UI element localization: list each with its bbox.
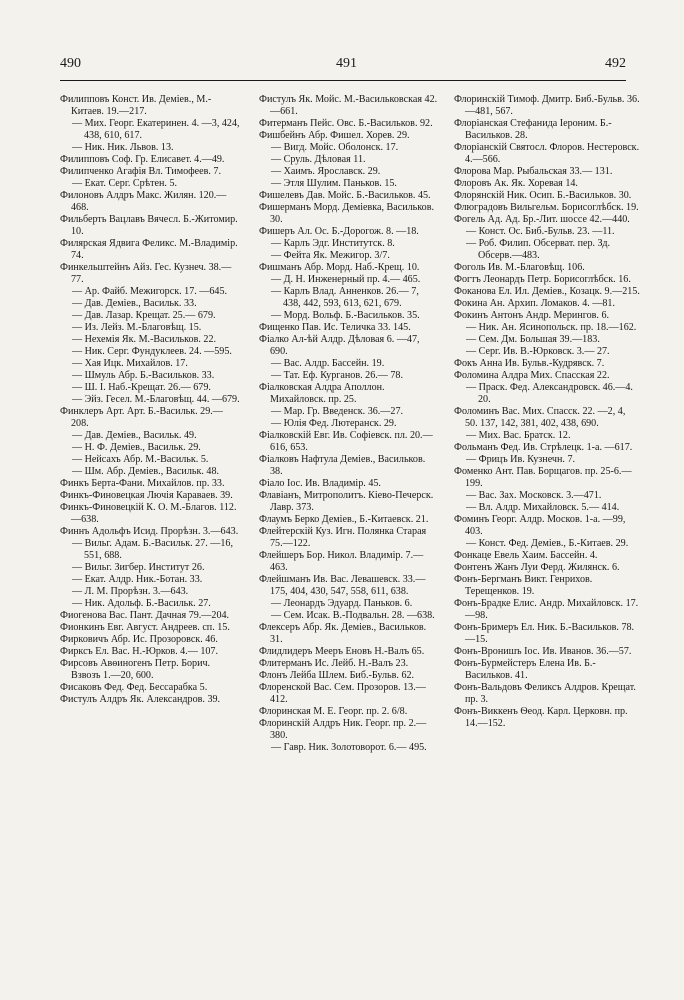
directory-entry: Фишеръ Ал. Ос. Б.-Дорогож. 8. —18. <box>259 226 419 237</box>
directory-entry: — Нехемія Як. М.-Васильков. 22. <box>72 334 217 345</box>
directory-entry: — Вас. Алдр. Бассейн. 19. <box>271 358 385 369</box>
directory-entry: — Серг. Ив. В.-Юрковск. 3.— 27. <box>466 346 610 357</box>
directory-entry: Флитерманъ Ис. Лейб. Н.-Валъ 23. <box>259 658 409 669</box>
directory-entry: Фишбейнъ Абр. Фишел. Хорев. 29. <box>259 130 410 141</box>
page-number-left: 490 <box>60 56 81 71</box>
directory-entry: Финнъ Адольфъ Исид. Прорѣзн. 3.—643. <box>60 526 239 537</box>
directory-entry: — Сем. Дм. Большая 39.—183. <box>466 334 600 345</box>
directory-entry: Фионкинъ Евг. Август. Андреев. сп. 15. <box>60 622 230 633</box>
directory-entry: — Этля Шулим. Паньков. 15. <box>271 178 397 189</box>
directory-entry: — Шм. Абр. Деміев., Васильк. 48. <box>72 466 220 477</box>
directory-entry: Фишерманъ Морд. Деміевка, Васильков. 30. <box>259 202 434 225</box>
directory-entry: — Хаимъ. Ярославск. 29. <box>271 166 381 177</box>
directory-entry: Фоломинъ Вас. Мих. Спасск. 22. —2, 4, 50. 137, 142, 381, 402, 438, 690. <box>454 406 626 429</box>
directory-entry: — Вл. Алдр. Михайловск. 5.— 414. <box>466 502 620 513</box>
directory-entry: Филипповъ Конст. Ив. Деміев., М.-Китаев. 19.—217. <box>60 94 212 117</box>
directory-entry: — Н. Ф. Деміев., Васильк. 29. <box>72 442 201 453</box>
page-number-right: 492 <box>605 56 626 71</box>
header-rule <box>60 80 626 81</box>
directory-entry: Флейшманъ Ив. Вас. Левашевск. 33.—175, 404, 430, 547, 558, 611, 638. <box>259 574 426 597</box>
directory-entry: — Вас. Зах. Московск. 3.—471. <box>466 490 602 501</box>
directory-entry: Флоринскій Алдръ Ник. Георг. пр. 2.—380. <box>259 718 427 741</box>
directory-entry: Фишелевъ Дав. Мойс. Б.-Васильков. 45. <box>259 190 431 201</box>
directory-entry: — Шмуль Абр. Б.-Васильков. 33. <box>72 370 215 381</box>
directory-entry: Финклеръ Арт. Арт. Б.-Васильк. 29.—208. <box>60 406 223 429</box>
directory-entry: Фитерманъ Пейс. Овс. Б.-Васильков. 92. <box>259 118 433 129</box>
directory-entry: — Мар. Гр. Введенск. 36.—27. <box>271 406 404 417</box>
directory-entry: Флаумъ Берко Деміев., Б.-Китаевск. 21. <box>259 514 429 525</box>
directory-entry: Филипповъ Соф. Гр. Елисавет. 4.—49. <box>60 154 225 165</box>
directory-entry: — Роб. Филип. Обсерват. пер. Зд. Обсерв.—483. <box>466 238 611 261</box>
directory-entry: — Вильг. Зигбер. Институт 26. <box>72 562 205 573</box>
directory-entry: Фіалковскій Евг. Ив. Софіевск. пл. 20.—616, 653. <box>259 430 433 453</box>
directory-entry: Флавіанъ, Митрополитъ. Кіево-Печерск. Лавр. 373. <box>259 490 434 513</box>
page-number-center: 491 <box>336 56 357 71</box>
directory-entry: Флорова Мар. Рыбальская 33.— 131. <box>454 166 613 177</box>
directory-entry: Флейшеръ Бор. Никол. Владимір. 7.—463. <box>259 550 424 573</box>
directory-entry: Фіало Іос. Ив. Владимір. 45. <box>259 478 381 489</box>
directory-entry: Флоріанская Стефанида Іероним. Б.-Васильков. 28. <box>454 118 612 141</box>
directory-entry: Фиогенова Вас. Пант. Дачная 79.—204. <box>60 610 230 621</box>
directory-entry: Финкельштейнъ Айз. Гес. Кузнеч. 38.—77. <box>60 262 232 285</box>
directory-entry: Флидлидеръ Мееръ Еновъ Н.-Валъ 65. <box>259 646 425 657</box>
directory-entry: Финкъ Берта-Фани. Михайлов. пр. 33. <box>60 478 225 489</box>
directory-entry: — Фейта Як. Межигор. 3/7. <box>271 250 390 261</box>
directory-entry: Флоренской Вас. Сем. Прозоров. 13.—412. <box>259 682 426 705</box>
directory-entry: Флоринскій Тимоф. Дмитр. Биб.-Бульв. 36.—481, 567. <box>454 94 640 117</box>
directory-entry: — Вильг. Адам. Б.-Васильк. 27. —16, 551, 688. <box>72 538 233 561</box>
directory-entry: — Морд. Вольф. Б.-Васильков. 35. <box>271 310 420 321</box>
directory-entry: — Леонардъ Эдуард. Паньков. 6. <box>271 598 413 609</box>
directory-entry: Фольманъ Фед. Ив. Стрѣлецк. 1-а. —617. <box>454 442 633 453</box>
directory-entry: Филоновъ Алдръ Макс. Жилян. 120.—468. <box>60 190 227 213</box>
directory-entry: Фищенко Пав. Ис. Теличка 33. 145. <box>259 322 411 333</box>
directory-entry: — Праск. Фед. Александровск. 46.—4. 20. <box>466 382 633 405</box>
directory-entry: — Дав. Лазар. Крещат. 25.— 679. <box>72 310 216 321</box>
directory-entry: Фогтъ Леонардъ Петр. Борисоглѣбск. 16. <box>454 274 631 285</box>
directory-entry: — Ник. Адольф. Б.-Васильк. 27. <box>72 598 211 609</box>
directory-entry: — Тат. Еф. Курганов. 26.— 78. <box>271 370 404 381</box>
directory-entry: Фіалковъ Нафтула Деміев., Васильков. 38. <box>259 454 426 477</box>
directory-entry: Фонъ-Вальдовъ Феликсъ Алдров. Крещат. пр. 3. <box>454 682 636 705</box>
directory-entry: Фоломина Алдра Мих. Спасская 22. <box>454 370 610 381</box>
directory-entry: Флоровъ Ак. Як. Хоревая 14. <box>454 178 578 189</box>
directory-entry: — Ник. Ник. Львов. 13. <box>72 142 174 153</box>
directory-entry: Фонъ-Бергманъ Викт. Генрихов. Терещенков. 19. <box>454 574 593 597</box>
column-3 <box>454 94 640 730</box>
directory-entry: — Дав. Деміев., Васильк. 33. <box>72 298 197 309</box>
directory-entry: Фоголь Ив. М.-Благовѣщ. 106. <box>454 262 585 273</box>
directory-entry: Фіалковская Алдра Аполлон. Михайловск. пр. 25. <box>259 382 385 405</box>
directory-entry: Фонкаце Евель Хаим. Бассейн. 4. <box>454 550 598 561</box>
directory-entry: — Из. Лейз. М.-Благовѣщ. 15. <box>72 322 202 333</box>
directory-entry: — Д. Н. Инженерный пр. 4.— 465. <box>271 274 421 285</box>
directory-entry: — Ник. Ан. Ясинопольск. пр. 18.—162. <box>466 322 637 333</box>
directory-entry: Фильберть Вацлавъ Вячесл. Б.-Житомир. 10. <box>60 214 238 237</box>
directory-entry: — Мих. Вас. Братск. 12. <box>466 430 571 441</box>
directory-entry: — Ар. Файб. Межигорск. 17. —645. <box>72 286 228 297</box>
page-header <box>60 56 626 82</box>
directory-entry: Фонъ-Вронишъ Іос. Ив. Иванов. 36.—57. <box>454 646 632 657</box>
directory-entry: — Сруль. Дѣловая 11. <box>271 154 366 165</box>
directory-entry: Фистулъ Алдръ Як. Александров. 39. <box>60 694 221 705</box>
directory-entry: — Эйз. Гесел. М.-Благовѣщ. 44. —679. <box>72 394 240 405</box>
directory-entry: Финкъ-Финовецкая Лючія Караваев. 39. <box>60 490 233 501</box>
directory-entry: Фокинъ Антонъ Андр. Мерингов. 6. <box>454 310 610 321</box>
directory-entry: Фоканова Ел. Ил. Деміев., Козацк. 9.—215. <box>454 286 640 297</box>
directory-entry: Фокина Ан. Архип. Ломаков. 4. —81. <box>454 298 616 309</box>
directory-entry: — Дав. Деміев., Васильк. 49. <box>72 430 197 441</box>
directory-entry: Флорянскій Ник. Осип. Б.-Васильков. 30. <box>454 190 632 201</box>
directory-entry: Фонъ-Бурмейстеръ Елена Ив. Б.-Васильков. 41. <box>454 658 596 681</box>
directory-entry: — Конст. Ос. Биб.-Бульв. 23. —11. <box>466 226 615 237</box>
directory-entry: — Нейсахъ Абр. М.-Васильк. 5. <box>72 454 209 465</box>
directory-entry: — Екат. Алдр. Ник.-Ботан. 33. <box>72 574 203 585</box>
directory-entry: Фоминъ Георг. Алдр. Москов. 1-а. —99, 403. <box>454 514 626 537</box>
directory-entry: Флоріанскій Святосл. Флоров. Нестеровск. 4.—566. <box>454 142 640 165</box>
directory-entry: — Ник. Серг. Фундуклеев. 24. —595. <box>72 346 232 357</box>
directory-entry: Фокъ Анна Ив. Бульв.-Кудрявск. 7. <box>454 358 605 369</box>
directory-entry: Флоринская М. Е. Георг. пр. 2. 6/8. <box>259 706 408 717</box>
directory-entry: Фонтенъ Жанъ Луи Ферд. Жилянск. 6. <box>454 562 620 573</box>
directory-entry: Фистулъ Як. Мойс. М.-Васильковская 42.—661. <box>259 94 438 117</box>
directory-entry: Фисаковъ Фед. Фед. Бессарабка 5. <box>60 682 208 693</box>
directory-entry: Флексеръ Абр. Як. Деміев., Васильков. 31. <box>259 622 427 645</box>
directory-entry: Фіалко Ал-ѣй Алдр. Дѣловая 6. —47, 690. <box>259 334 420 357</box>
directory-entry: Флонъ Лейба Шлем. Биб.-Бульв. 62. <box>259 670 415 681</box>
directory-entry: Филярская Ядвига Феликс. М.-Владимір. 74. <box>60 238 238 261</box>
directory-entry: Фонъ-Бримеръ Ел. Ник. Б.-Васильков. 78.—15. <box>454 622 635 645</box>
directory-entry: — Екат. Серг. Срѣтен. 5. <box>72 178 178 189</box>
directory-entry: Филипченко Агафія Вл. Тимофеев. 7. <box>60 166 222 177</box>
directory-entry: Фоменко Ант. Пав. Борщагов. пр. 25-6.—199. <box>454 466 632 489</box>
directory-entry: — Ш. І. Наб.-Крещат. 26.— 679. <box>72 382 211 393</box>
directory-entry: — Юлія Фед. Лютеранск. 29. <box>271 418 397 429</box>
directory-entry: Фогель Ад. Ад. Бр.-Лит. шоссе 42.—440. <box>454 214 630 225</box>
column-2 <box>259 94 439 754</box>
directory-entry: Фишманъ Абр. Морд. Наб.-Крещ. 10. <box>259 262 420 273</box>
directory-entry: Фонъ-Брадке Елис. Андр. Михайловск. 17.—98. <box>454 598 639 621</box>
directory-entry: Фирковичъ Абр. Ис. Прозоровск. 46. <box>60 634 218 645</box>
directory-entry: Флюградовъ Вильгельм. Борисоглѣбск. 19. <box>454 202 639 213</box>
directory-entry: — Конст. Фед. Деміев., Б.-Китаев. 29. <box>466 538 629 549</box>
column-1 <box>60 94 240 706</box>
directory-entry: — Гавр. Ник. Золотоворот. 6.— 495. <box>271 742 427 753</box>
directory-entry: — Карлъ Эдг. Институтск. 8. <box>271 238 395 249</box>
directory-entry: — Мих. Георг. Екатеринен. 4. —3, 424, 438, 610, 617. <box>72 118 240 141</box>
directory-entry: Флейтерскій Куз. Игн. Полянка Старая 75.—122. <box>259 526 427 549</box>
directory-entry: — Хая Ицк. Михайлов. 17. <box>72 358 188 369</box>
directory-entry: Фирсовъ Авѳиногенъ Петр. Борич. Взвозъ 1.—20, 600. <box>60 658 211 681</box>
directory-entry: — Л. М. Прорѣзн. 3.—643. <box>72 586 189 597</box>
directory-entry: — Фрицъ Ив. Кузнечн. 7. <box>466 454 576 465</box>
directory-entry: — Сем. Исак. В.-Подвальн. 28. —638. <box>271 610 435 621</box>
directory-entry: Фонъ-Виккенъ Ѳеод. Карл. Церковн. пр. 14.—152. <box>454 706 628 729</box>
directory-entry: Фирксъ Ел. Вас. Н.-Юрков. 4.— 107. <box>60 646 218 657</box>
directory-entry: — Вигд. Мойс. Оболонск. 17. <box>271 142 399 153</box>
directory-entry: — Карлъ Влад. Анненков. 26.— 7, 438, 442, 593, 613, 621, 679. <box>271 286 419 309</box>
columns <box>60 94 640 964</box>
directory-entry: Финкъ-Финовецкій К. О. М.-Благов. 112.—638. <box>60 502 237 525</box>
